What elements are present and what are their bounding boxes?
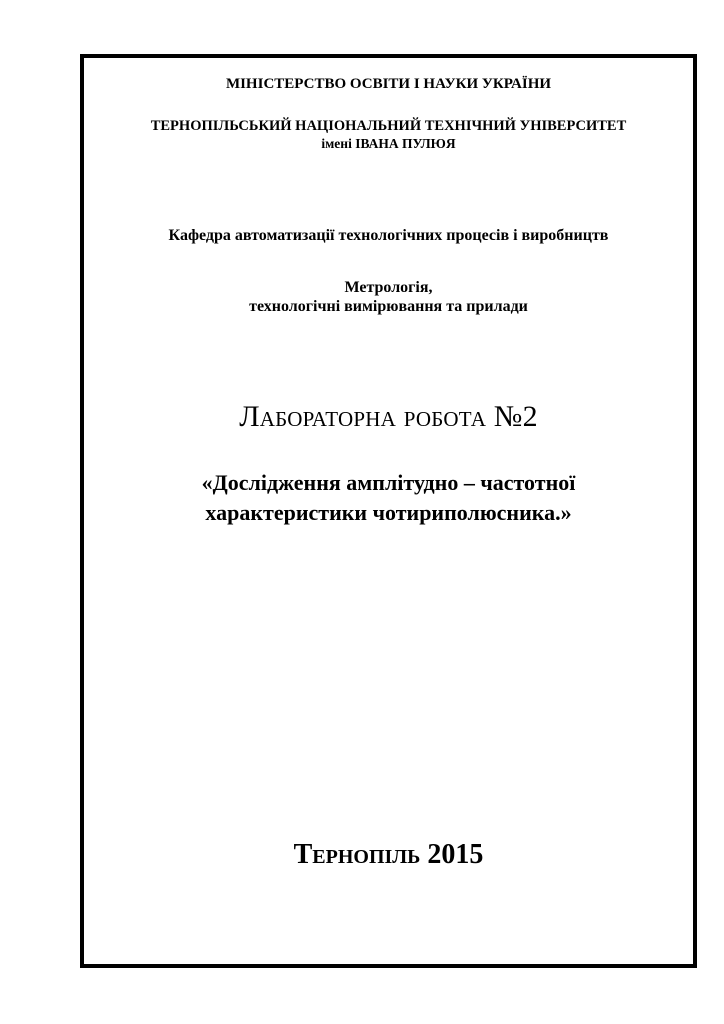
lab-work-title: Лабораторна робота №2 bbox=[239, 400, 538, 433]
subject-line-2: технологічні вимірювання та прилади bbox=[249, 298, 528, 315]
topic-line-1: «Дослідження амплітудно – частотної bbox=[201, 470, 576, 495]
topic-line-2: характеристики чотириполюсника.» bbox=[205, 500, 572, 525]
subject-line-1: Метрологія, bbox=[344, 279, 433, 296]
university-named-after: імені ІВАНА ПУЛЮЯ bbox=[321, 136, 456, 151]
ministry-heading: МІНІСТЕРСТВО ОСВІТИ І НАУКИ УКРАЇНИ bbox=[225, 76, 552, 92]
department-name: Кафедра автоматизації технологічних процесів і виробництв bbox=[168, 227, 609, 244]
city-year: Тернопіль 2015 bbox=[293, 839, 484, 870]
university-name: ТЕРНОПІЛЬСЬКИЙ НАЦІОНАЛЬНИЙ ТЕХНІЧНИЙ УНІВЕРСИТЕТ bbox=[150, 118, 627, 134]
